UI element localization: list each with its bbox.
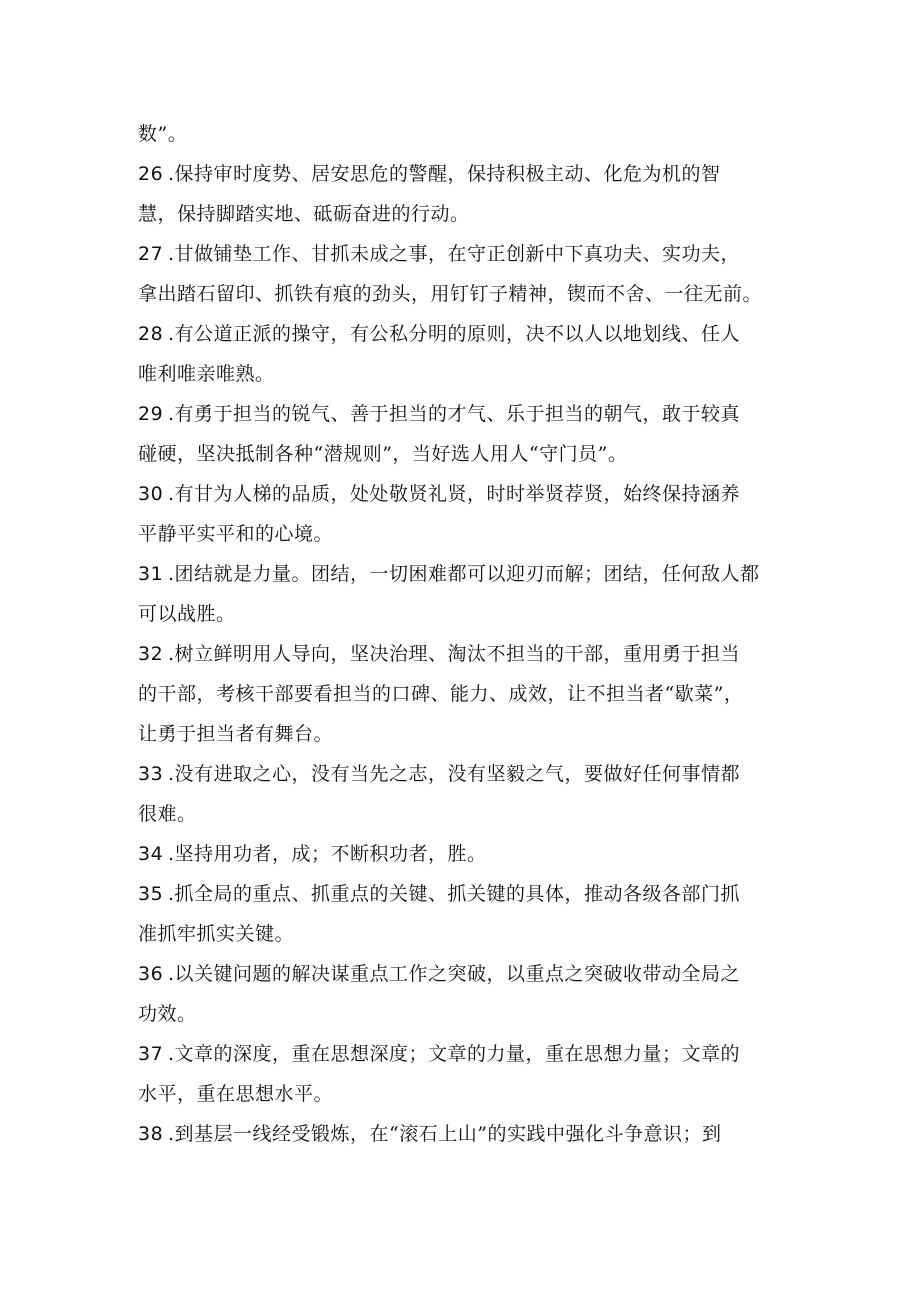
line-text: .以关键问题的解决谋重点工作之突破，以重点之突破收带动全局之 <box>168 963 741 985</box>
line-text: 碰硬，坚决抵制各种“潜规则”，当好选人用人“守门员”。 <box>138 443 628 465</box>
line-text: .团结就是力量。团结，一切困难都可以迎刃而解；团结，任何敌人都 <box>168 563 760 585</box>
text-line <box>138 714 778 754</box>
line-text: .树立鲜明用人导向，坚决治理、淘汰不担当的干部，重用勇于担当 <box>168 643 741 665</box>
item-number: 38 <box>138 1123 164 1145</box>
item-number: 37 <box>138 1043 164 1065</box>
line-text: 可以战胜。 <box>138 603 236 625</box>
item-number: 30 <box>138 483 164 505</box>
text-line <box>138 1074 778 1114</box>
line-text: 数”。 <box>138 123 188 145</box>
line-text: 准抓牢抓实关键。 <box>138 923 295 945</box>
item-number: 26 <box>138 163 164 185</box>
text-line <box>138 554 778 594</box>
item-number: 33 <box>138 763 164 785</box>
line-text: 唯利唯亲唯熟。 <box>138 363 275 385</box>
item-number: 29 <box>138 403 164 425</box>
line-text: .没有进取之心，没有当先之志，没有坚毅之气，要做好任何事情都 <box>168 763 741 785</box>
item-number: 32 <box>138 643 164 665</box>
line-text: .坚持用功者，成；不断积功者，胜。 <box>168 843 487 865</box>
text-line <box>138 794 778 834</box>
text-line <box>138 1114 778 1154</box>
item-number: 28 <box>138 323 164 345</box>
item-number: 35 <box>138 883 164 905</box>
text-line <box>138 994 778 1034</box>
line-text: .有勇于担当的锐气、善于担当的才气、乐于担当的朝气，敢于较真 <box>168 403 741 425</box>
line-text: 很难。 <box>138 803 197 825</box>
text-line <box>138 194 778 234</box>
item-number: 31 <box>138 563 164 585</box>
line-text: 功效。 <box>138 1003 197 1025</box>
text-line <box>138 874 778 914</box>
text-line <box>138 354 778 394</box>
text-line <box>138 674 778 714</box>
line-text: 让勇于担当者有舞台。 <box>138 723 334 745</box>
line-text: 慧，保持脚踏实地、砥砺奋进的行动。 <box>138 203 470 225</box>
text-line <box>138 754 778 794</box>
text-line <box>138 1034 778 1074</box>
text-line <box>138 474 778 514</box>
line-text: .有甘为人梯的品质，处处敬贤礼贤，时时举贤荐贤，始终保持涵养 <box>168 483 741 505</box>
item-number: 36 <box>138 963 164 985</box>
line-text: .到基层一线经受锻炼，在“滚石上山”的实践中强化斗争意识；到 <box>168 1123 722 1145</box>
text-line <box>138 954 778 994</box>
line-text: .文章的深度，重在思想深度；文章的力量，重在思想力量；文章的 <box>168 1043 741 1065</box>
document-body <box>138 114 778 1154</box>
line-text: 的干部，考核干部要看担当的口碑、能力、成效，让不担当者“歇菜”， <box>138 683 744 705</box>
text-line <box>138 594 778 634</box>
text-line <box>138 634 778 674</box>
text-line <box>138 834 778 874</box>
text-line <box>138 234 778 274</box>
line-text: 平静平实平和的心境。 <box>138 523 334 545</box>
item-number: 27 <box>138 243 164 265</box>
line-text: 水平，重在思想水平。 <box>138 1083 334 1105</box>
text-line <box>138 314 778 354</box>
text-line <box>138 434 778 474</box>
line-text: .保持审时度势、居安思危的警醒，保持积极主动、化危为机的智 <box>168 163 721 185</box>
text-line <box>138 394 778 434</box>
text-line <box>138 914 778 954</box>
line-text: .抓全局的重点、抓重点的关键、抓关键的具体，推动各级各部门抓 <box>168 883 741 905</box>
line-text: .有公道正派的操守，有公私分明的原则，决不以人以地划线、任人 <box>168 323 741 345</box>
item-number: 34 <box>138 843 164 865</box>
line-text: 拿出踏石留印、抓铁有痕的劲头，用钉钉子精神，锲而不舍、一往无前。 <box>138 283 763 305</box>
text-line <box>138 114 778 154</box>
line-text: .甘做铺垫工作、甘抓未成之事，在守正创新中下真功夫、实功夫， <box>168 243 741 265</box>
text-line <box>138 514 778 554</box>
text-line <box>138 154 778 194</box>
text-line <box>138 274 778 314</box>
